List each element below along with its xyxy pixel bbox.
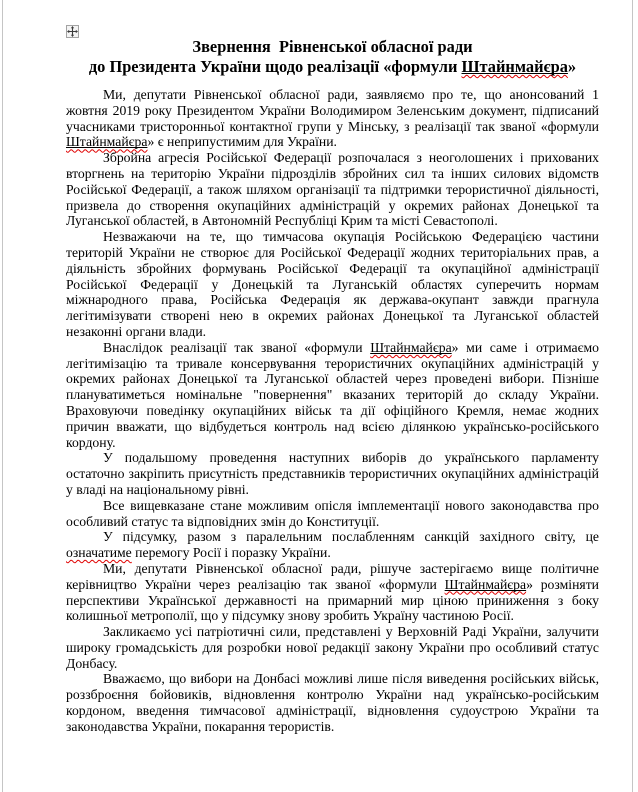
paragraph-4[interactable]: Внаслідок реалізації так званої «формули Штайнмайєра» ми саме і отримаємо легітимізацію та тривале консервування терористичних окупаційних адміністрацій у окремих районах Донецької та Луганської областей через проведені вибори. Пізніше плануватиметься номінальне "повернення" вказаних територій до складу України. Враховуючи поведінку окупаційних військ та дії офіційного Кремля, немає жодних причин вважати, що відбудеться контроль над всією ділянкою українсько-російського кордону.	[66, 339, 599, 450]
document-title-line-1[interactable]: Звернення Рівненської обласної ради	[192, 37, 473, 56]
document-title[interactable]	[66, 37, 599, 77]
paragraph-3[interactable]: Незважаючи на те, що тимчасова окупація Російською Федерацією частини територій України не створює для Російської Федерації жодних територіальних прав, а діяльність збройних формувань Російської Федерації та окупаційної адміністрації Російської Федерації у Донецькій та Луганській областях суперечить нормам міжнародного права, Російська Федерація як держава-окупант завжди прагнула легітимізувати створені нею в окремих районах Донецької та Луганської областей незаконні органи влади.	[66, 229, 599, 339]
paragraph-5[interactable]: У подальшому проведення наступних виборів до українського парламенту остаточно закріпить присутність представників терористичних окупаційних адміністрацій у владі на національному рівні.	[66, 450, 599, 497]
table-move-handle-icon[interactable]	[66, 25, 79, 38]
paragraph-1[interactable]: Ми, депутати Рівненської обласної ради, заявляємо про те, що анонсований 1 жовтня 2019 року Президентом України Володимиром Зеленським документ, підписаний учасниками тристоронньої контактної групи у Мінську, з реалізації так званої «формули Штайнмайєра» є неприпустимим для України.	[66, 87, 599, 150]
paragraph-2[interactable]: Збройна агресія Російської Федерації розпочалася з неоголошених і прихованих вторгнень на територію України підрозділів збройних сил та інших силових відомств Російської Федерації, а також шляхом організації та підтримки терористичної діяльності, призвела до створення окупаційних адміністрацій у окремих районах Донецької та Луганської областей, в Автономній Республіці Крим та місті Севастополі.	[66, 150, 599, 229]
paragraph-8[interactable]: Ми, депутати Рівненської обласної ради, рішуче застерігаємо вище політичне керівництво України через реалізацію так званої «формули Штайнмайєра» розміняти перспективи Української державності на примарний мир ціною приниження з боку колишньої метрополії, що у підсумку знову зробить Україну частиною Росії.	[66, 560, 600, 624]
underlined-misspelled-word[interactable]: Штайнмайєра	[461, 57, 568, 76]
paragraph-10[interactable]: Вважаємо, що вибори на Донбасі можливі лише після виведення російських військ, роззброєння бойовиків, відновлення контролю України над українсько-російським кордоном, введення тимчасової адміністрації, відновлення судоустрою України та законодавства України, покарання терористів.	[66, 671, 599, 734]
paragraph-6[interactable]: Все вищевказане стане можливим опісля імплементації нового законодавства про особливий статус та відповідних змін до Конституції.	[66, 497, 599, 529]
underlined-misspelled-word[interactable]: Штайнмайєра	[66, 134, 148, 150]
document-body[interactable]	[66, 87, 599, 735]
misspelled-word[interactable]: означатиме	[66, 545, 132, 561]
underlined-misspelled-word[interactable]: Штайнмайєра	[444, 576, 527, 592]
paragraph-7[interactable]: У підсумку, разом з паралельним послабленням санкцій західного світу, це означатиме перемогу Росії і поразку України.	[66, 529, 599, 561]
paragraph-9[interactable]: Закликаємо усі патріотичні сили, представлені у Верховній Раді України, залучити широку громадськість для розробки нової редакції закону України про особливий статус Донбасу.	[66, 624, 599, 671]
document-title-line-2[interactable]: до Президента України щодо реалізації «формули Штайнмайєра»	[88, 57, 577, 76]
document-page[interactable]	[2, 0, 633, 792]
underlined-misspelled-word[interactable]: Штайнмайєра	[370, 339, 452, 355]
move-arrows-glyph	[67, 26, 78, 37]
